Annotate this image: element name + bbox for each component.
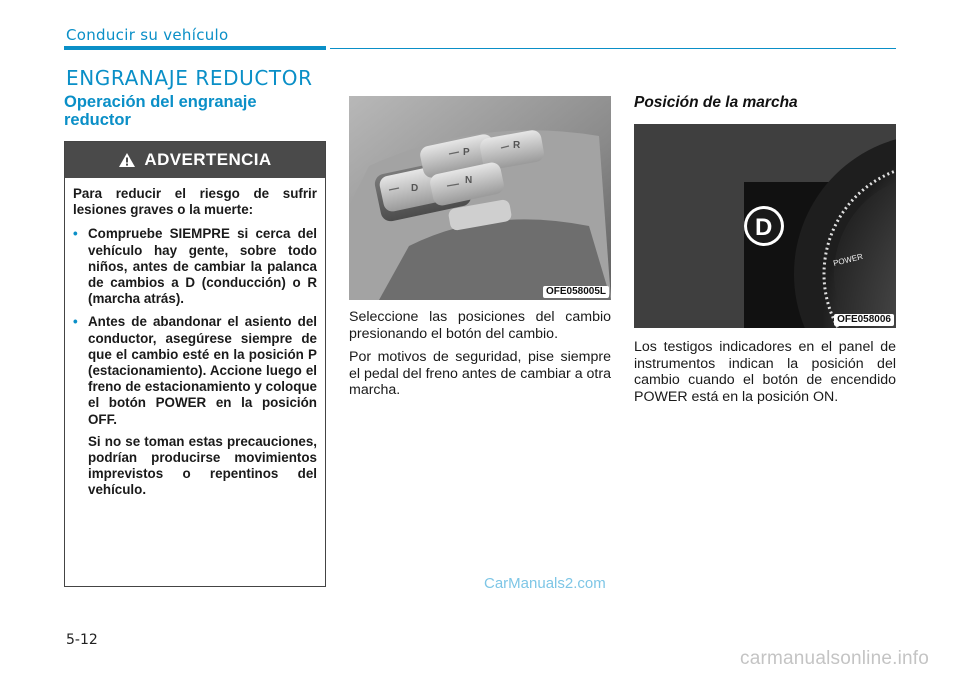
subsection-title: Operación del engranaje reductor — [64, 93, 257, 129]
gear-d-label: D — [411, 183, 419, 194]
header-rule-thin — [330, 48, 896, 50]
gear-r-label: R — [513, 140, 521, 151]
gauge-illustration — [634, 124, 896, 328]
warning-header — [65, 142, 325, 178]
warning-body — [65, 178, 325, 499]
image-code: OFE058005L — [543, 286, 609, 298]
section-title: Conducir su vehículo — [66, 26, 229, 44]
paragraph: Seleccione las posiciones del cambio presionando el botón del cambio. — [349, 309, 611, 342]
gear-p-label: P — [463, 147, 470, 158]
col3-text — [634, 339, 896, 412]
paragraph: Por motivos de seguridad, pise siempre el pedal del freno antes de cambiar a otra marcha. — [349, 349, 611, 399]
warning-triangle-icon — [118, 152, 136, 168]
warning-tail: Si no se toman estas precauciones, podrían producirse movimientos imprevistos o repentinos del vehículo. — [88, 433, 317, 498]
header-rule-thick — [64, 46, 326, 50]
warning-title: ADVERTENCIA — [144, 150, 272, 169]
warning-bullet: • Antes de abandonar el asiento del conductor, asegúrese siempre de que el cambio esté en la posición P (estacionamiento). Accione luego el freno de estacionamiento y coloque el botón POWER en la posición OFF. — [73, 314, 317, 427]
watermark-link[interactable]: carmanualsonline.info — [740, 648, 930, 669]
gear-n-label: N — [465, 175, 473, 186]
shift-buttons-illustration — [349, 96, 611, 300]
warning-box — [64, 141, 326, 587]
image-code: OFE058006 — [834, 314, 894, 326]
paragraph: Los testigos indicadores en el panel de instrumentos indican la posición del cambio cuando el botón de encendido POWER está en la posición ON. — [634, 339, 896, 405]
gauge-power-label: POWER — [832, 251, 864, 268]
watermark-link[interactable]: CarManuals2.com — [484, 575, 606, 592]
page-number: 5-12 — [66, 632, 98, 648]
bullet-dot-icon: • — [73, 314, 78, 330]
subsection-title: Posición de la marcha — [634, 94, 798, 111]
bullet-dot-icon: • — [73, 226, 78, 242]
gauge-gear-letter: D — [755, 214, 773, 241]
instrument-cluster-photo — [634, 124, 896, 328]
shift-buttons-photo — [349, 96, 611, 300]
chapter-title: ENGRANAJE REDUCTOR — [66, 66, 313, 90]
warning-intro: Para reducir el riesgo de sufrir lesiones graves o la muerte: — [73, 186, 317, 218]
col2-text — [349, 309, 611, 406]
warning-bullet: • Compruebe SIEMPRE si cerca del vehículo hay gente, sobre todo niños, antes de cambiar la palanca de cambios a D (conducción) o R (marcha atrás). — [73, 226, 317, 307]
warning-list — [73, 226, 317, 427]
